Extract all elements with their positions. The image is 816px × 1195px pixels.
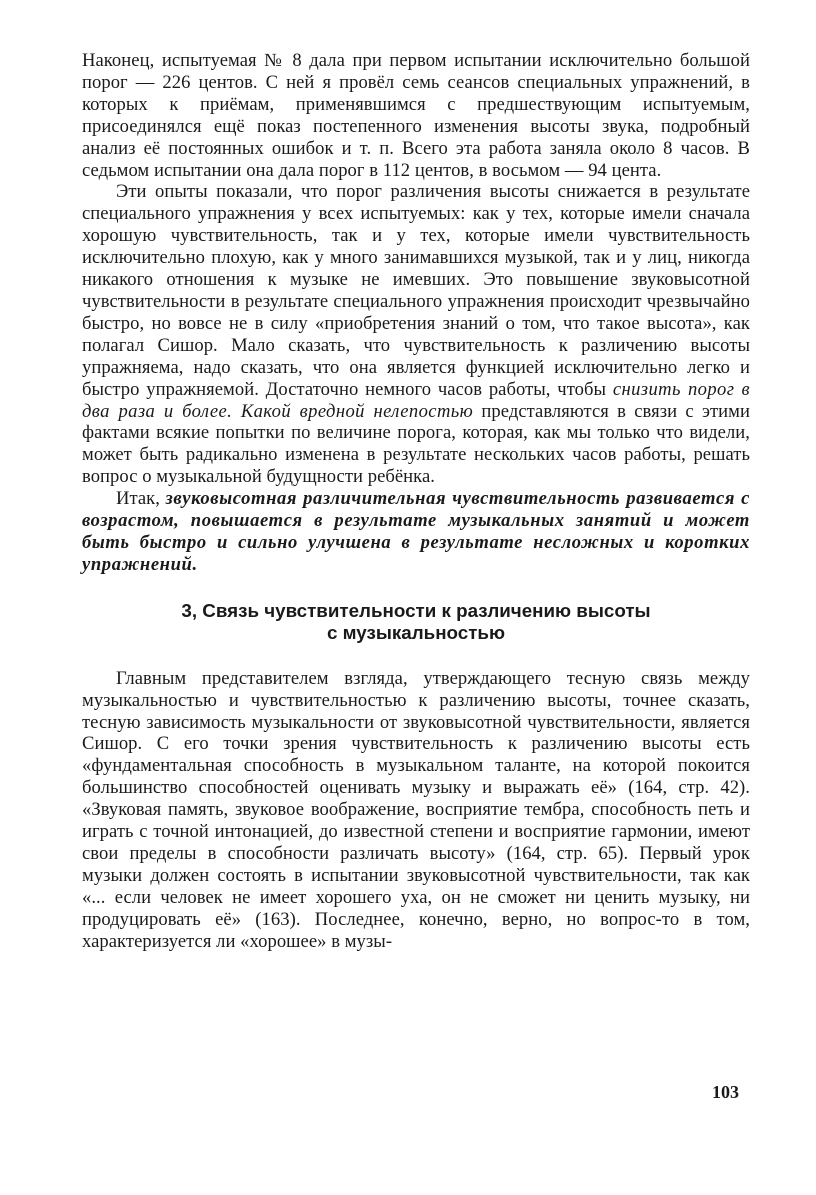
paragraph-1	[82, 50, 750, 181]
paragraph-4	[82, 668, 750, 953]
page-body	[82, 50, 750, 953]
paragraph-1-text: Наконец, испытуемая № 8 дала при первом испытании исключительно большой порог — 226 центов. С ней я провёл семь сеансов специальных упражнений, в которых к приёмам, применявшимся с предшествующим испытуемым, присоединялся ещё показ постепенного изменения высоты звука, подробный анализ её постоянных ошибок и т. п. Всего эта работа заняла около 8 часов. В седьмом испытании она дала порог в 112 центов, в восьмом — 94 цента.	[82, 50, 750, 181]
section-heading-line-2: с музыкальностью	[327, 621, 505, 643]
paragraph-2-text-a: Эти опыты показали, что порог различения высоты снижается в результате специального упражнения у всех испытуемых: как у тех, которые имели сначала хорошую чувствительность, так и у тех, которые имели чувствительность исключительно плохую, как у много занимавшихся музыкой, так и у лиц, никогда никакого отношения к музыке не имевших. Это повышение звуковысотной чувствительности в результате специального упражнения происходит чрезвычайно быстро, но вовсе не в силу «приобретения знаний о том, что такое высота», как полагал Сишор. Мало сказать, что чувствительность к различению высоты упражняема, надо сказать, что она является функцией исключительно легко и быстро упражняемой. Достаточно немного часов работы, чтобы	[82, 181, 750, 400]
paragraph-2	[82, 181, 750, 488]
paragraph-3-emphasis: звуковысотная различительная чувствительность развивается с возрастом, повышается в результате музыкальных занятий и может быть быстро и сильно улучшена в результате несложных и коротких упражнений.	[82, 488, 750, 575]
paragraph-2-text-b: снизить порог в два раза и более. Какой вредной нелепостью	[82, 378, 750, 422]
paragraph-2-text-c: представляются в связи с этими фактами всякие попытки по величине порога, которая, как мы только что видели, может быть радикально изменена в результате нескольких часов работы, решать вопрос о музыкальной будущности ребёнка.	[82, 400, 750, 488]
section-heading	[82, 600, 750, 644]
paragraph-3	[82, 488, 750, 576]
paragraph-4-text: Главным представителем взгляда, утверждающего тесную связь между музыкальностью и чувствительностью к различению высоты, точнее сказать, тесную зависимость музыкальности от звуковысотной чувствительности, является Сишор. С его точки зрения чувствительность к различению высоты есть «фундаментальная способность в музыкальном таланте, на которой покоится большинство способностей оценивать музыку и выражать её» (164, стр. 42). «Звуковая память, звуковое воображение, восприятие тембра, способность петь и играть с точной интонацией, до известной степени и восприятие гармонии, имеют свои пределы в способности различать высоту» (164, стр. 65). Первый урок музыки должен состоять в испытании звуковысотной чувствительности, так как «... если человек не имеет хорошего уха, он не сможет ни ценить музыку, ни продуцировать её» (163). Последнее, конечно, верно, но вопрос-то в том, характеризуется ли «хорошее» в музы-	[82, 667, 750, 952]
section-heading-line-1: 3, Связь чувствительности к различению высоты	[181, 599, 651, 621]
paragraph-3-lead: Итак,	[116, 488, 166, 510]
page-number: 103	[712, 1082, 739, 1102]
